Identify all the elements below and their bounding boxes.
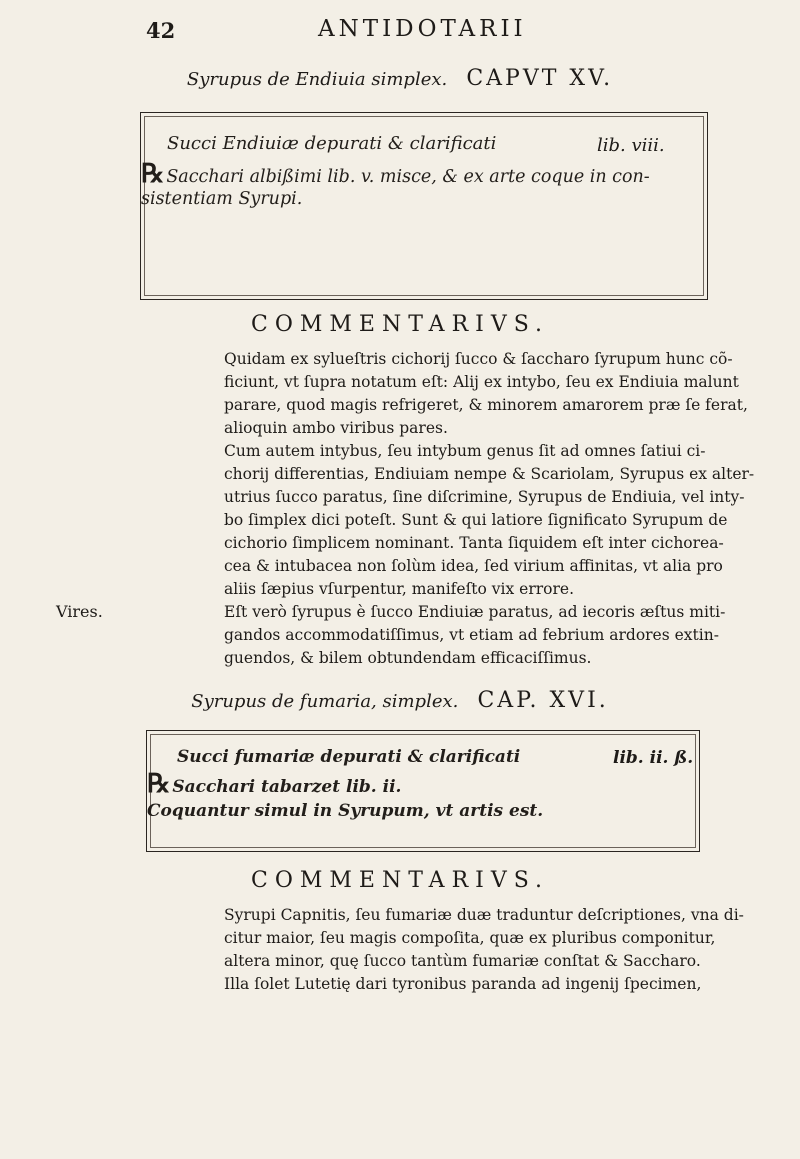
recipe-16-line-1: [177, 747, 520, 767]
commentary-15-paragraph-3: [224, 601, 726, 670]
recipe-16-line-2: [147, 769, 401, 799]
text-line: bo ſimplex dici poteſt. Sunt & qui latiore ſignificato Syrupum de: [224, 511, 728, 529]
running-head: [0, 14, 800, 44]
running-title: ANTIDOTARII: [318, 16, 527, 42]
commentary-16-title: COMMENTARIVS.: [250, 868, 549, 893]
text-line: utrius ſucco paratus, ſine diſcrimine, Syrupus de Endiuia, vel inty-: [224, 488, 745, 506]
recipe-15-ingredient-1: Succi Endiuiæ depurati & clarificati: [167, 133, 497, 154]
text-line: Cum autem intybus, ſeu intybum genus ſit ad omnes ſatiui ci-: [224, 442, 706, 460]
text-line: cichorio ſimplicem nominant. Tanta ſiquidem eſt inter cichorea-: [224, 534, 724, 552]
recipe-box-16: [146, 730, 700, 852]
text-line: cea & intubacea non ſolùm idea, ſed virium affinitas, vt alia pro: [224, 557, 723, 575]
recipe-symbol-icon: ℞: [147, 769, 171, 799]
recipe-15-quantity-1: lib. viii.: [597, 135, 665, 156]
text-line: citur maior, ſeu magis compoſita, quæ ex pluribus componitur,: [224, 929, 716, 947]
page-number: 42: [146, 18, 176, 43]
text-line: chorij differentias, Endiuiam nempe & Scariolam, Syrupus ex alter-: [224, 465, 755, 483]
chapter-16-title: Syrupus de fumaria, simplex.: [191, 691, 459, 712]
text-line: ficiunt, vt ſupra notatum eſt: Alij ex intybo, ſeu ex Endiuia malunt: [224, 373, 739, 391]
commentary-15-title: COMMENTARIVS.: [250, 312, 549, 337]
text-line: Illa ſolet Lutetię dari tyronibus paranda ad ingenij ſpecimen,: [224, 975, 702, 993]
recipe-16-instruction: Coquantur simul in Syrupum, vt artis est.: [147, 801, 544, 821]
recipe-15-ingredient-2: Sacchari albißimi lib. v. misce, & ex arte coque in con-: [166, 167, 650, 187]
chapter-16-number: CAP. XVI.: [477, 688, 609, 713]
text-line: altera minor, quę ſucco tantùm fumariæ conſtat & Saccharo.: [224, 952, 701, 970]
chapter-16-heading: [0, 688, 800, 713]
recipe-16-ingredient-2: Sacchari tabarzet lib. ii.: [172, 777, 402, 797]
margin-note-vires: Vires.: [56, 602, 103, 621]
recipe-15-instruction: sistentiam Syrupi.: [141, 189, 303, 209]
recipe-16-quantity-1: lib. ii. ß.: [613, 748, 694, 768]
text-line: parare, quod magis refrigeret, & minorem amarorem præ ſe ferat,: [224, 396, 748, 414]
text-line: Syrupi Capnitis, ſeu fumariæ duæ traduntur deſcriptiones, vna di-: [224, 906, 744, 924]
text-line: alioquin ambo viribus pares.: [224, 419, 448, 437]
text-line: Quidam ex sylueſtris cichorij ſucco & ſaccharo ſyrupum hunc cõ-: [224, 350, 733, 368]
recipe-15-line-1: [167, 133, 496, 154]
recipe-16-line-3: [147, 801, 543, 821]
recipe-16-ingredient-1: Succi fumariæ depurati & clarificati: [177, 747, 521, 767]
text-line: gandos accommodatiſſimus, vt etiam ad febrium ardores extin-: [224, 626, 719, 644]
recipe-symbol-icon: ℞: [141, 159, 165, 189]
chapter-15-heading: [0, 66, 800, 91]
commentary-15-paragraph-1: [224, 348, 748, 440]
text-line: Eſt verò ſyrupus è ſucco Endiuiæ paratus, ad iecoris æſtus miti-: [224, 603, 726, 621]
recipe-15-line-2: [141, 159, 650, 189]
chapter-15-number: CAPVT XV.: [466, 66, 614, 91]
text-line: guendos, & bilem obtundendam efficaciſſimus.: [224, 649, 592, 667]
commentary-15-paragraph-2: [224, 440, 755, 601]
recipe-box-15: [140, 112, 708, 300]
commentary-16-paragraph: [224, 904, 744, 996]
chapter-15-title: Syrupus de Endiuia simplex.: [186, 69, 448, 90]
text-line: aliis ſæpius vſurpentur, manifeſto vix errore.: [224, 580, 575, 598]
recipe-15-line-3: [141, 189, 302, 209]
